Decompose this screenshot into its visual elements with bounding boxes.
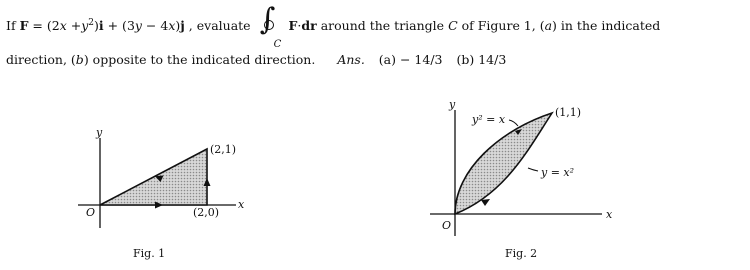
fig1-triangle-region: [100, 149, 207, 205]
fig2-curve-lower-label: y = x²: [541, 166, 575, 179]
eq-part: = (2: [28, 18, 60, 33]
fig1-x-label: x: [238, 198, 245, 211]
tail-text: ) in the indicated: [552, 18, 661, 33]
plus-part: +: [66, 18, 82, 33]
var-x2: x: [168, 18, 176, 33]
fig2-leader-upper: [509, 120, 518, 126]
unit-j: j: [180, 18, 185, 33]
var-x: x: [59, 18, 67, 33]
curve-C: C: [448, 18, 458, 33]
contour-integral-icon: ∫ C: [255, 17, 285, 37]
fig2-origin: O: [442, 219, 452, 232]
fig1-point-21: (2,1): [210, 143, 237, 156]
fig1-point-20: (2,0): [193, 206, 220, 219]
dot-operator: ·: [297, 18, 302, 33]
answer-b: (b) 14/3: [456, 52, 507, 67]
fig2-lens-region: [455, 113, 552, 214]
var-y: y: [81, 18, 89, 33]
opposite-text: ) opposite to the indicated direction.: [83, 52, 316, 67]
if-word: If: [6, 18, 16, 33]
close-paren-2: ): [175, 18, 181, 33]
fig2-caption: Fig. 2: [505, 247, 538, 260]
of-figure-text: of Figure 1, (: [457, 18, 545, 33]
minus-part: − 4: [141, 18, 169, 33]
answer-label: Ans.: [337, 52, 365, 67]
part-a: a: [544, 18, 553, 33]
vector-F-2: F: [288, 18, 298, 33]
contour-subscript: C: [273, 38, 282, 50]
around-text: around the triangle: [316, 18, 449, 33]
fig1-y-label: y: [96, 126, 103, 139]
evaluate-word: , evaluate: [184, 18, 251, 33]
vector-dr: dr: [301, 18, 317, 33]
vector-F: F: [19, 18, 29, 33]
fig2-leader-lower: [528, 168, 538, 171]
fig1-origin: O: [86, 206, 96, 219]
direction-text: direction, (: [6, 52, 76, 67]
plus2-part: + (3: [103, 18, 135, 33]
fig1-caption: Fig. 1: [133, 247, 166, 260]
unit-i: i: [98, 18, 104, 33]
part-b: b: [75, 52, 84, 67]
close-paren: ): [94, 18, 99, 33]
exponent-2: 2: [88, 17, 94, 28]
fig2-point-11: (1,1): [555, 106, 582, 119]
answer-a: (a) − 14/3: [378, 52, 443, 67]
fig2-y-label: y: [449, 98, 456, 111]
fig2-arrow-lower: [481, 199, 490, 206]
fig2-curve-upper-label: y² = x: [472, 113, 506, 126]
fig2-x-label: x: [606, 208, 613, 221]
var-y2: y: [134, 18, 142, 33]
